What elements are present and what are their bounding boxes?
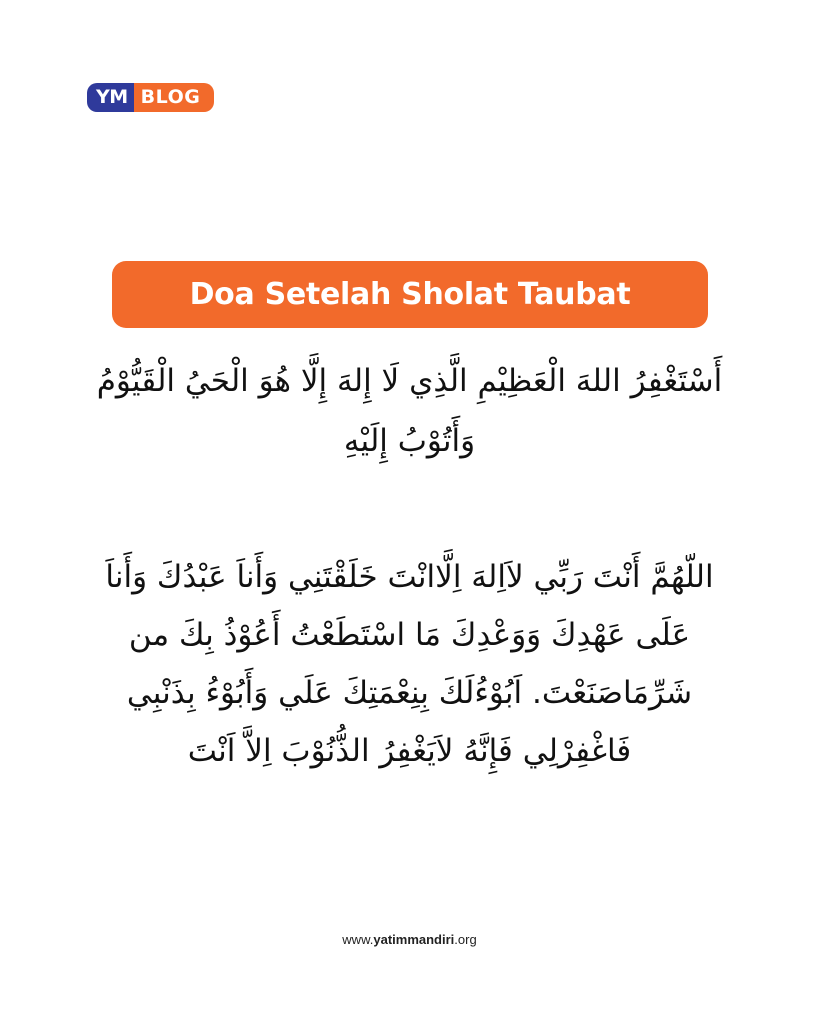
ym-blog-logo (87, 83, 214, 112)
footer-domain: yatimmandiri (373, 932, 455, 947)
footer-prefix: www. (342, 932, 374, 947)
website-footer (0, 932, 819, 947)
page-title: Doa Setelah Sholat Taubat (189, 277, 631, 312)
prayer-istighfar: أَسْتَغْفِرُ اللهَ الْعَظِيْمِ الَّذِي لَا إِلهَ إِلَّا هُوَ الْحَيُ الْقَيُّوْمُ وَأَتُوْبُ إِلَيْهِ (96, 363, 723, 459)
title-banner (112, 261, 708, 328)
prayer-sayyidul-istighfar: اللّهُمَّ أَنْتَ رَبِّي لاَاِلهَ اِلَّاانْتَ خَلَقْتَنِي وَأَناَ عَبْدُكَ وَأَناَ عَلَى عَهْدِكَ وَوَعْدِكَ مَا اسْتَطَعْتُ أَعُوْذُ بِكَ من شَرِّمَاصَنَعْتَ. اَبُوْءُلَكَ بِنِعْمَتِكَ عَلَي وَأَبُوْءُ بِذَنْبِي فَاغْفِرْلِي فَإِنَّهُ لاَيَغْفِرُ الذُّنُوْبَ اِلاَّ اَنْتَ (105, 559, 714, 769)
logo-blog-label: BLOG (134, 83, 215, 112)
footer-suffix: .org (454, 932, 477, 947)
logo-ym-label: YM (87, 83, 134, 112)
